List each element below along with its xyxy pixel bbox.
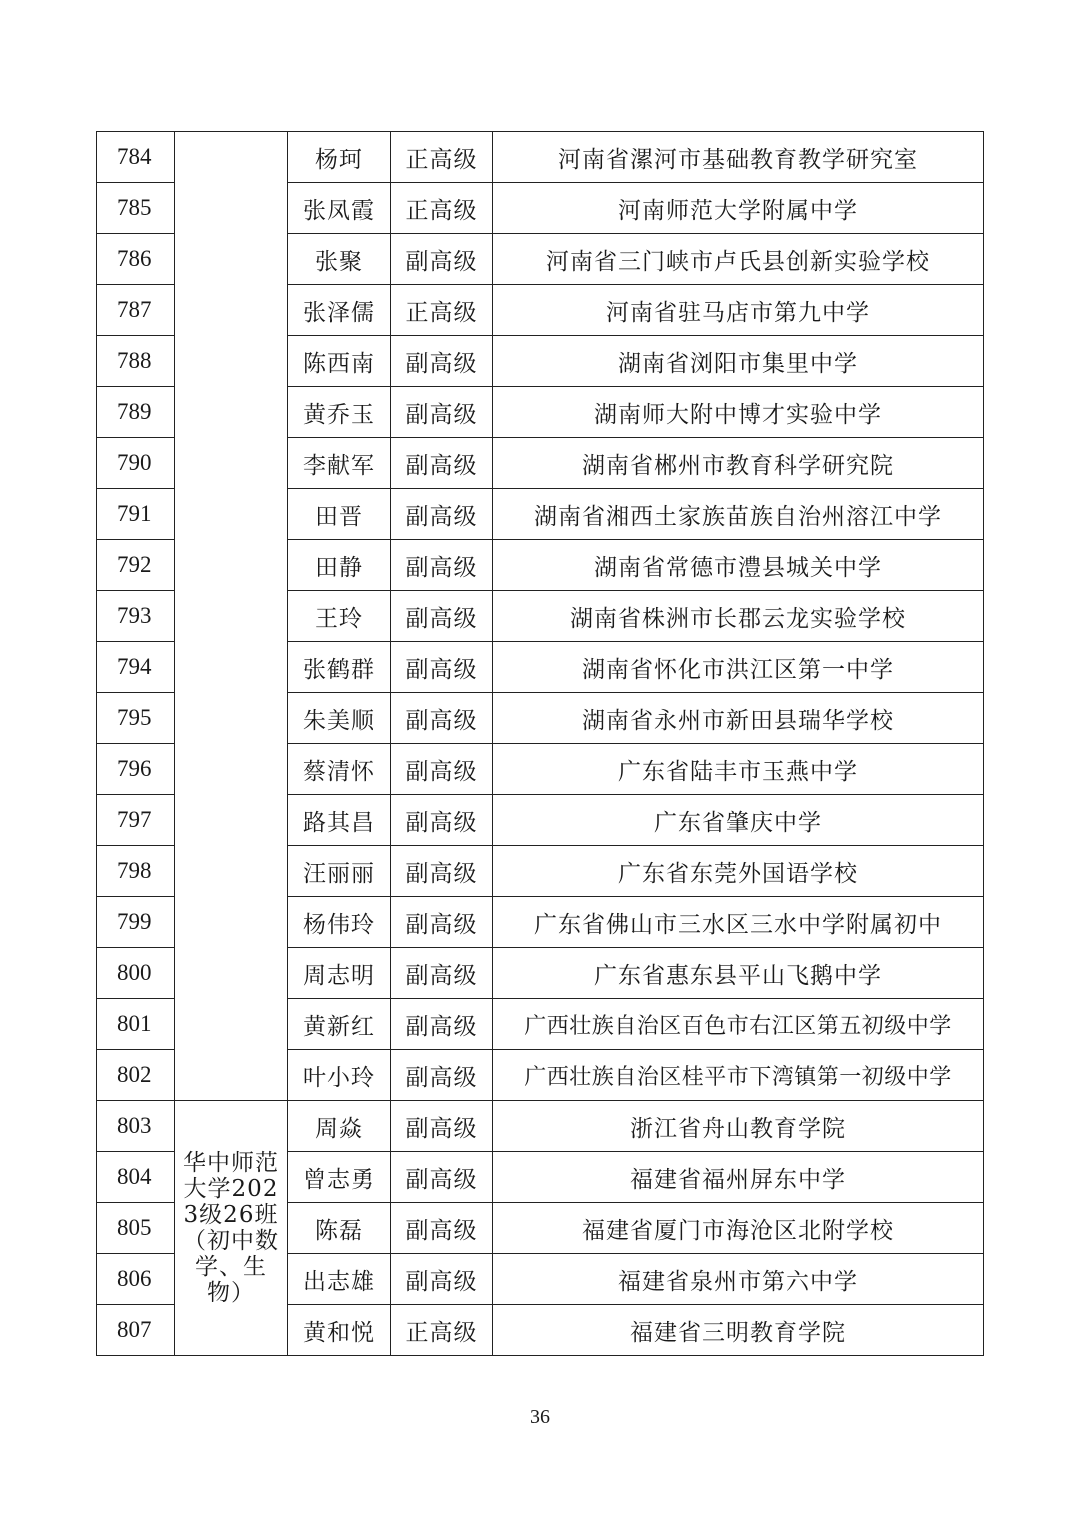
professional-title-cell: 副高级 xyxy=(391,1203,493,1254)
serial-number-cell: 791 xyxy=(97,489,175,540)
teacher-name-cell: 陈磊 xyxy=(288,1203,391,1254)
teacher-name-cell: 黄和悦 xyxy=(288,1305,391,1356)
serial-number-cell: 795 xyxy=(97,693,175,744)
work-unit-cell: 河南省漯河市基础教育教学研究室 xyxy=(493,132,984,183)
professional-title-cell: 副高级 xyxy=(391,642,493,693)
serial-number-cell: 804 xyxy=(97,1152,175,1203)
work-unit-cell: 河南省驻马店市第九中学 xyxy=(493,285,984,336)
teacher-name-cell: 汪丽丽 xyxy=(288,846,391,897)
professional-title-cell: 副高级 xyxy=(391,591,493,642)
professional-title-cell: 正高级 xyxy=(391,183,493,234)
teacher-name-cell: 曾志勇 xyxy=(288,1152,391,1203)
teacher-name-cell: 田晋 xyxy=(288,489,391,540)
serial-number-cell: 800 xyxy=(97,948,175,999)
work-unit-cell: 广西壮族自治区桂平市下湾镇第一初级中学 xyxy=(493,1050,984,1101)
serial-number-cell: 806 xyxy=(97,1254,175,1305)
work-unit-cell: 湖南省湘西土家族苗族自治州溶江中学 xyxy=(493,489,984,540)
teacher-name-cell: 陈西南 xyxy=(288,336,391,387)
work-unit-cell: 湖南师大附中博才实验中学 xyxy=(493,387,984,438)
professional-title-cell: 副高级 xyxy=(391,540,493,591)
serial-number-cell: 789 xyxy=(97,387,175,438)
work-unit-cell: 湖南省郴州市教育科学研究院 xyxy=(493,438,984,489)
teacher-name-cell: 黄新红 xyxy=(288,999,391,1050)
teacher-name-cell: 田静 xyxy=(288,540,391,591)
work-unit-cell: 广东省东莞外国语学校 xyxy=(493,846,984,897)
serial-number-cell: 803 xyxy=(97,1101,175,1152)
professional-title-cell: 副高级 xyxy=(391,693,493,744)
professional-title-cell: 副高级 xyxy=(391,795,493,846)
work-unit-cell: 湖南省常德市澧县城关中学 xyxy=(493,540,984,591)
serial-number-cell: 801 xyxy=(97,999,175,1050)
serial-number-cell: 805 xyxy=(97,1203,175,1254)
table-row xyxy=(97,132,984,183)
professional-title-cell: 副高级 xyxy=(391,744,493,795)
professional-title-cell: 副高级 xyxy=(391,1152,493,1203)
teacher-name-cell: 张泽儒 xyxy=(288,285,391,336)
serial-number-cell: 796 xyxy=(97,744,175,795)
professional-title-cell: 副高级 xyxy=(391,1254,493,1305)
work-unit-cell: 河南省三门峡市卢氏县创新实验学校 xyxy=(493,234,984,285)
work-unit-cell: 广东省惠东县平山飞鹅中学 xyxy=(493,948,984,999)
professional-title-cell: 副高级 xyxy=(391,336,493,387)
serial-number-cell: 784 xyxy=(97,132,175,183)
professional-title-cell: 正高级 xyxy=(391,285,493,336)
class-group-cell xyxy=(175,1101,288,1356)
work-unit-cell: 广西壮族自治区百色市右江区第五初级中学 xyxy=(493,999,984,1050)
serial-number-cell: 787 xyxy=(97,285,175,336)
professional-title-cell: 副高级 xyxy=(391,999,493,1050)
teacher-roster-table xyxy=(96,131,984,1356)
serial-number-cell: 793 xyxy=(97,591,175,642)
serial-number-cell: 798 xyxy=(97,846,175,897)
teacher-name-cell: 杨珂 xyxy=(288,132,391,183)
serial-number-cell: 788 xyxy=(97,336,175,387)
roster-body xyxy=(97,132,984,1356)
work-unit-cell: 湖南省永州市新田县瑞华学校 xyxy=(493,693,984,744)
serial-number-cell: 799 xyxy=(97,897,175,948)
serial-number-cell: 785 xyxy=(97,183,175,234)
serial-number-cell: 790 xyxy=(97,438,175,489)
teacher-name-cell: 王玲 xyxy=(288,591,391,642)
work-unit-cell: 湖南省株洲市长郡云龙实验学校 xyxy=(493,591,984,642)
professional-title-cell: 副高级 xyxy=(391,948,493,999)
professional-title-cell: 副高级 xyxy=(391,438,493,489)
work-unit-cell: 福建省三明教育学院 xyxy=(493,1305,984,1356)
professional-title-cell: 副高级 xyxy=(391,489,493,540)
serial-number-cell: 802 xyxy=(97,1050,175,1101)
work-unit-cell: 广东省肇庆中学 xyxy=(493,795,984,846)
serial-number-cell: 794 xyxy=(97,642,175,693)
class-group-cell xyxy=(175,132,288,1101)
serial-number-cell: 807 xyxy=(97,1305,175,1356)
teacher-name-cell: 叶小玲 xyxy=(288,1050,391,1101)
professional-title-cell: 副高级 xyxy=(391,387,493,438)
professional-title-cell: 副高级 xyxy=(391,846,493,897)
page-number: 36 xyxy=(530,1406,550,1428)
teacher-name-cell: 杨伟玲 xyxy=(288,897,391,948)
professional-title-cell: 副高级 xyxy=(391,234,493,285)
serial-number-cell: 786 xyxy=(97,234,175,285)
teacher-name-cell: 李献军 xyxy=(288,438,391,489)
teacher-name-cell: 周焱 xyxy=(288,1101,391,1152)
work-unit-cell: 福建省厦门市海沧区北附学校 xyxy=(493,1203,984,1254)
class-group-label: 华中师范大学2023级26班（初中数学、生物） xyxy=(183,1150,279,1306)
teacher-name-cell: 黄乔玉 xyxy=(288,387,391,438)
work-unit-cell: 河南师范大学附属中学 xyxy=(493,183,984,234)
teacher-name-cell: 出志雄 xyxy=(288,1254,391,1305)
teacher-name-cell: 周志明 xyxy=(288,948,391,999)
teacher-name-cell: 张聚 xyxy=(288,234,391,285)
professional-title-cell: 副高级 xyxy=(391,1050,493,1101)
work-unit-cell: 福建省福州屏东中学 xyxy=(493,1152,984,1203)
professional-title-cell: 副高级 xyxy=(391,1101,493,1152)
work-unit-cell: 浙江省舟山教育学院 xyxy=(493,1101,984,1152)
work-unit-cell: 湖南省怀化市洪江区第一中学 xyxy=(493,642,984,693)
serial-number-cell: 797 xyxy=(97,795,175,846)
teacher-name-cell: 蔡清怀 xyxy=(288,744,391,795)
teacher-name-cell: 路其昌 xyxy=(288,795,391,846)
teacher-name-cell: 张鹤群 xyxy=(288,642,391,693)
work-unit-cell: 广东省陆丰市玉燕中学 xyxy=(493,744,984,795)
professional-title-cell: 正高级 xyxy=(391,1305,493,1356)
work-unit-cell: 湖南省浏阳市集里中学 xyxy=(493,336,984,387)
professional-title-cell: 正高级 xyxy=(391,132,493,183)
work-unit-cell: 福建省泉州市第六中学 xyxy=(493,1254,984,1305)
teacher-name-cell: 张凤霞 xyxy=(288,183,391,234)
table-row xyxy=(97,1101,984,1152)
work-unit-cell: 广东省佛山市三水区三水中学附属初中 xyxy=(493,897,984,948)
professional-title-cell: 副高级 xyxy=(391,897,493,948)
serial-number-cell: 792 xyxy=(97,540,175,591)
teacher-name-cell: 朱美顺 xyxy=(288,693,391,744)
